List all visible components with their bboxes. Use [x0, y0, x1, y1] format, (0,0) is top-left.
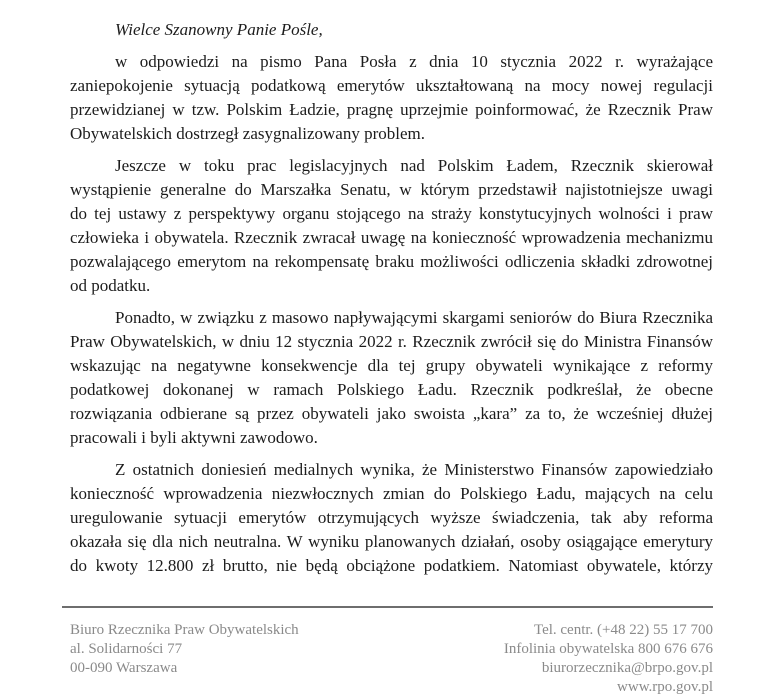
footer-divider: [62, 606, 713, 608]
paragraph-line: okazała się dla nich neutralna. W wyniku planowanych działań, osoby osiągające emerytury: [70, 532, 713, 551]
paragraph-line: do tej ustawy z perspektywy organu stojącego na straży konstytucyjnych wolności i praw: [70, 204, 713, 223]
paragraph-line: człowieka i obywatela. Rzecznik zwracał uwagę na konieczność wprowadzenia mechanizmu: [70, 228, 713, 247]
paragraph-line: podatkowej dokonanej w ramach Polskiego Ładu. Rzecznik podkreślał, że obecne: [70, 380, 713, 399]
footer-phone: Tel. centr. (+48 22) 55 17 700: [533, 622, 713, 638]
paragraph-line: pozwalającego emerytom na rekompensatę braku możliwości odliczenia składki zdrowotnej: [70, 252, 713, 271]
paragraph-line: zaniepokojenie sytuacją podatkową emerytów ukształtowaną na mocy nowej regulacji: [70, 76, 713, 95]
letter-footer: [70, 621, 713, 697]
footer-city: 00-090 Warszawa: [70, 660, 178, 676]
footer-contact-block: [504, 621, 713, 697]
paragraph-line: w odpowiedzi na pismo Pana Posła z dnia 10 stycznia 2022 r. wyrażające: [115, 52, 713, 71]
paragraph-line: wystąpienie generalne do Marszałka Senatu, w którym przedstawił najistotniejsze uwagi: [70, 180, 713, 199]
footer-org-name: Biuro Rzecznika Praw Obywatelskich: [70, 622, 299, 638]
paragraph-4: [70, 458, 713, 578]
paragraph-line: Z ostatnich doniesień medialnych wynika, że Ministerstwo Finansów zapowiedziało: [115, 460, 713, 479]
paragraph-line: Jeszcze w toku prac legislacyjnych nad Polskim Ładem, Rzecznik skierował: [115, 156, 713, 175]
footer-address-block: [70, 621, 299, 697]
paragraph-2: [70, 154, 713, 298]
paragraph-line: uregulowanie sytuacji emerytów otrzymujących wyższe świadczenia, tak aby reforma: [70, 508, 713, 527]
paragraph-line: do kwoty 12.800 zł brutto, nie będą obciążone podatkiem. Natomiast obywatele, którzy: [70, 556, 713, 575]
paragraph-line: Ponadto, w związku z masowo napływającymi skargami seniorów do Biura Rzecznika: [115, 308, 713, 327]
salutation: Wielce Szanowny Panie Pośle,: [115, 20, 323, 39]
footer-infoline: Infolinia obywatelska 800 676 676: [503, 641, 713, 657]
footer-website: www.rpo.gov.pl: [617, 679, 713, 695]
footer-email: biurorzecznika@brpo.gov.pl: [541, 660, 713, 676]
paragraph-line: pracowali i byli aktywni zawodowo.: [70, 428, 318, 447]
paragraph-line: przewidzianej w tzw. Polskim Ładzie, pragnę uprzejmie poinformować, że Rzecznik Praw: [70, 100, 713, 119]
paragraph-line: Obywatelskich dostrzegł zasygnalizowany problem.: [70, 124, 426, 143]
paragraph-line: konieczność wprowadzenia niezwłocznych zmian do Polskiego Ładu, mających na celu: [70, 484, 713, 503]
paragraph-line: rozwiązania odbierane są przez obywateli jako swoista „kara” za to, że wcześniej dłużej: [70, 404, 713, 423]
paragraph-line: wskazując na negatywne konsekwencje dla tej grupy obywateli wynikające z reformy: [70, 356, 713, 375]
paragraph-line: od podatku.: [70, 276, 151, 295]
paragraph-1: [70, 50, 713, 146]
footer-street: al. Solidarności 77: [70, 641, 183, 657]
letter-body: [70, 18, 713, 578]
paragraph-3: [70, 306, 713, 450]
paragraph-line: Praw Obywatelskich, w dniu 12 stycznia 2022 r. Rzecznik zwrócił się do Ministra Finansów: [70, 332, 713, 351]
